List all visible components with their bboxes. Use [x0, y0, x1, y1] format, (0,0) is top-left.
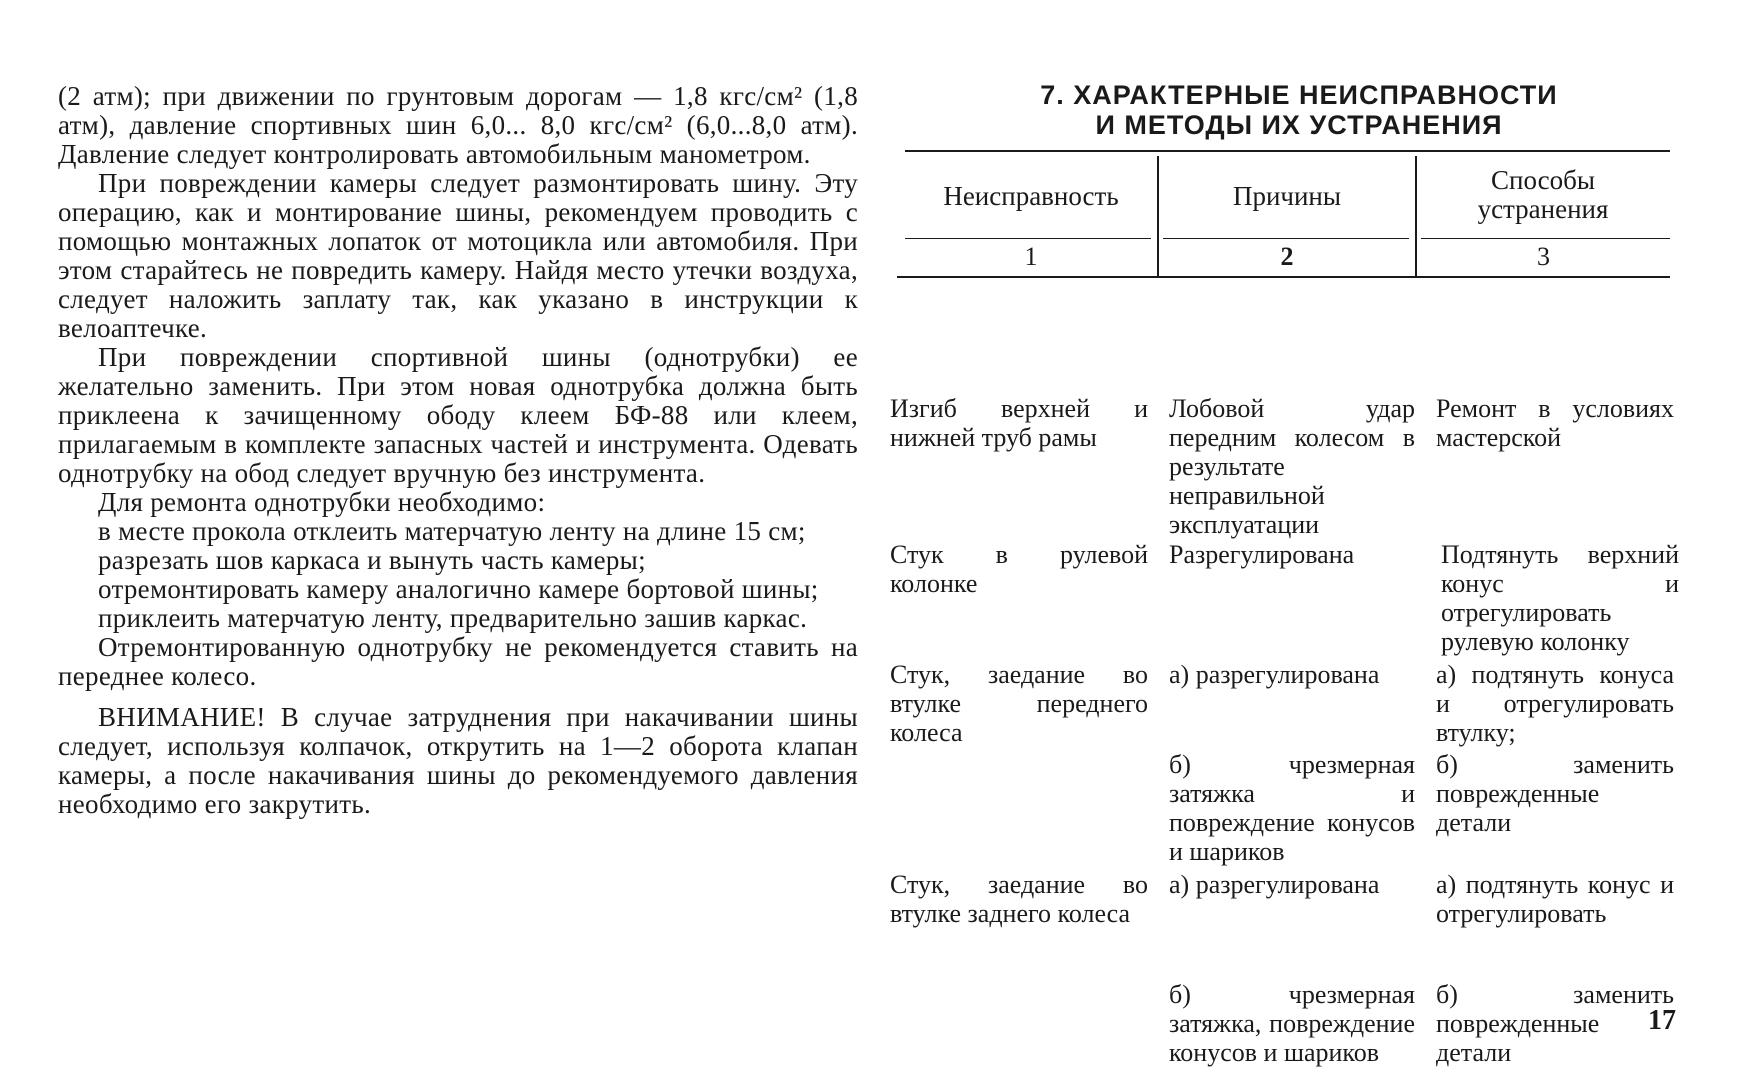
paragraph-repair-intro: Для ремонта однотрубки необходимо: [98, 487, 546, 517]
remedy-cell: а) подтянуть конуса и отрегулировать втулку; [1436, 660, 1674, 747]
column-number: 1 [1024, 242, 1038, 271]
list-item: в месте прокола отклеить матерчатую ленту на длине 15 см; [98, 516, 806, 546]
header-rule [1163, 238, 1409, 239]
paragraph-front-wheel-note: Отремонтированную однотрубку не рекомендуется ставить на переднее колесо. [58, 632, 858, 691]
header-fault: Неисправность [943, 181, 1119, 211]
remedy-cell: б) заменить поврежденные детали [1436, 750, 1674, 837]
cause-cell: б) чрезмерная затяжка, повреждение конусов и шариков [1169, 980, 1415, 1067]
column-number: 2 [1280, 242, 1294, 271]
fault-cell: Стук, заедание во втулке переднего колеса [890, 660, 1148, 747]
column-number: 3 [1537, 242, 1550, 271]
fault-cell: Стук в рулевой колонке [890, 540, 1148, 598]
table-top-rule [905, 150, 1670, 152]
cause-cell: Лобовой удар передним колесом в результате неправильной эксплуатации [1169, 394, 1415, 539]
cause-cell: б) чрезмерная затяжка и повреждение конусов и шариков [1169, 750, 1415, 866]
paragraph-tire-pressure: (2 атм); при движении по грунтовым дорогам — 1,8 кгс/см² (1,8 атм), давление спортивных шин 6,0... 8,0 кгс/см² (6,0...8,0 атм). Давление следует контролировать автомобильным манометром. [58, 81, 858, 169]
header-causes: Причины [1232, 181, 1342, 211]
paragraph-warning: ВНИМАНИЕ! В случае затруднения при накачивании шины следует, используя колпачок, открутить на 1—2 оборота клапан камеры, а после накачивания шины до рекомендуемого давления необходимо его закрутить. [58, 702, 858, 819]
cause-cell: Разрегулирована [1169, 540, 1355, 569]
left-text-column [58, 82, 858, 819]
list-item: приклеить матерчатую ленту, предварительно зашив каркас. [98, 603, 808, 633]
cause-cell: а) разрегулирована [1169, 870, 1380, 899]
section-title-line1: 7. ХАРАКТЕРНЫЕ НЕИСПРАВНОСТИ [1040, 80, 1558, 110]
page-number: 17 [1648, 1005, 1676, 1036]
table-header [905, 150, 1670, 284]
paragraph-tube-damage: При повреждении камеры следует размонтировать шину. Эту операцию, как и монтирование шины, рекомендуем проводить с помощью монтажных лопаток от мотоцикла или автомобиля. При этом старайтесь не повредить камеру. Найдя место утечки воздуха, следует наложить заплату так, как указано в инструкции к велоаптечке. [58, 168, 858, 343]
section-title-line2: И МЕТОДЫ ИХ УСТРАНЕНИЯ [1095, 110, 1503, 140]
fault-cell: Стук, заедание во втулке заднего колеса [890, 870, 1148, 928]
remedy-cell: Подтянуть верхний конус и отрегулировать рулевую колонку [1441, 540, 1679, 656]
remedy-cell: б) заменить поврежденные детали [1436, 980, 1674, 1067]
paragraph-sport-tire: При повреждении спортивной шины (однотрубки) ее желательно заменить. При этом новая однотрубка должна быть приклеена к зачищенному ободу клеем БФ-88 или клеем, прилагаемым в комплекте запасных частей и инструмента. Одевать однотрубку на обод следует вручную без инструмента. [58, 342, 858, 488]
cause-cell: а) разрегулирована [1169, 660, 1380, 689]
list-item: разрезать шов каркаса и вынуть часть камеры; [98, 545, 646, 575]
list-item: отремонтировать камеру аналогично камере бортовой шины; [98, 574, 819, 604]
header-rule [905, 238, 1151, 239]
remedy-cell: а) подтянуть конус и отрегулировать [1436, 870, 1674, 928]
section-title [918, 80, 1680, 140]
table-header-bottom-rule [897, 276, 1670, 278]
header-rule [1421, 238, 1670, 239]
remedy-cell: Ремонт в условиях мастерской [1436, 394, 1674, 452]
fault-cell: Изгиб верхней и нижней труб рамы [890, 394, 1148, 452]
header-remedies: Способы устранения [1477, 165, 1609, 224]
